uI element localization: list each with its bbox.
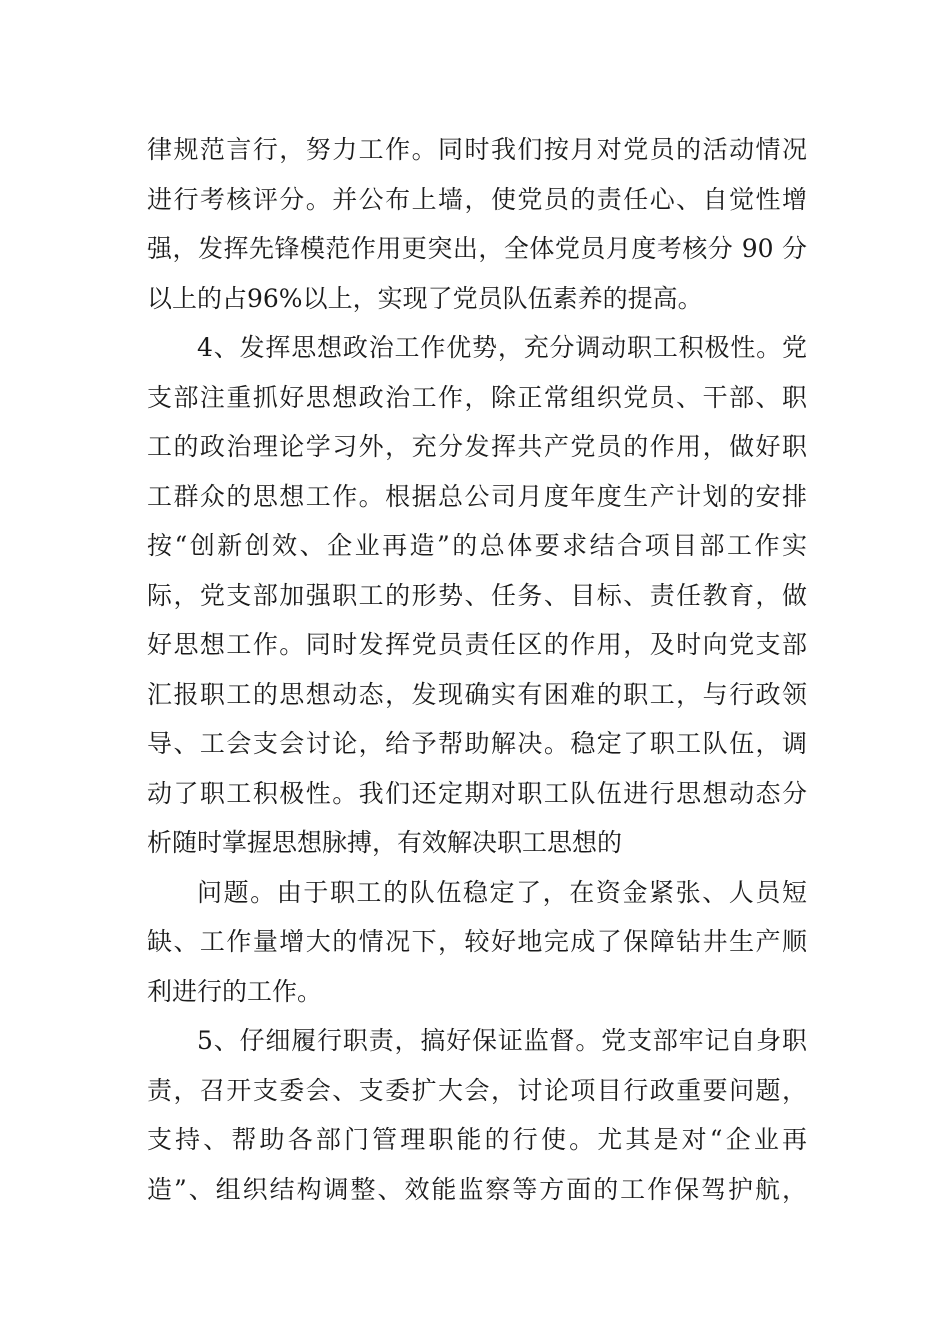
text-line: 际，党支部加强职工的形势、任务、目标、责任教育，做: [147, 580, 807, 610]
text-line: 按“创新创效、企业再造”的总体要求结合项目部工作实: [147, 531, 807, 560]
text-line: 5、仔细履行职责，搞好保证监督。党支部牢记自身职: [197, 1026, 807, 1055]
text-line: 工群众的思想工作。根据总公司月度年度生产计划的安排: [147, 481, 807, 511]
text-line: 利进行的工作。: [147, 976, 323, 1006]
text-line: 支部注重抓好思想政治工作，除正常组织党员、干部、职: [147, 382, 807, 412]
text-line: 问题。由于职工的队伍稳定了，在资金紧张、人员短: [197, 877, 807, 907]
text-line: 缺、工作量增大的情况下，较好地完成了保障钻井生产顺: [147, 927, 807, 956]
text-line: 析随时掌握思想脉搏，有效解决职工思想的: [147, 828, 623, 857]
text-line: 以上的占96%以上，实现了党员队伍素养的提高。: [147, 283, 703, 313]
text-line: 工的政治理论学习外，充分发挥共产党员的作用，做好职: [147, 432, 807, 461]
text-line: 支持、帮助各部门管理职能的行使。尤其是对“企业再: [147, 1125, 807, 1154]
text-line: 律规范言行，努力工作。同时我们按月对党员的活动情况: [147, 135, 807, 164]
text-line: 4、发挥思想政治工作优势，充分调动职工积极性。党: [197, 333, 807, 362]
text-line: 责，召开支委会、支委扩大会，讨论项目行政重要问题，: [147, 1075, 807, 1105]
text-line: 汇报职工的思想动态，发现确实有困难的职工，与行政领: [147, 679, 807, 709]
text-line: 好思想工作。同时发挥党员责任区的作用，及时向党支部: [147, 630, 807, 659]
text-line: 导、工会支会讨论，给予帮助解决。稳定了职工队伍，调: [147, 729, 807, 758]
text-line: 动了职工积极性。我们还定期对职工队伍进行思想动态分: [147, 778, 807, 808]
text-line: 进行考核评分。并公布上墙，使党员的责任心、自觉性增: [147, 184, 807, 214]
text-line: 强，发挥先锋模范作用更突出，全体党员月度考核分 90 分: [147, 234, 807, 263]
text-line: 造”、组织结构调整、效能监察等方面的工作保驾护航，: [147, 1174, 807, 1204]
